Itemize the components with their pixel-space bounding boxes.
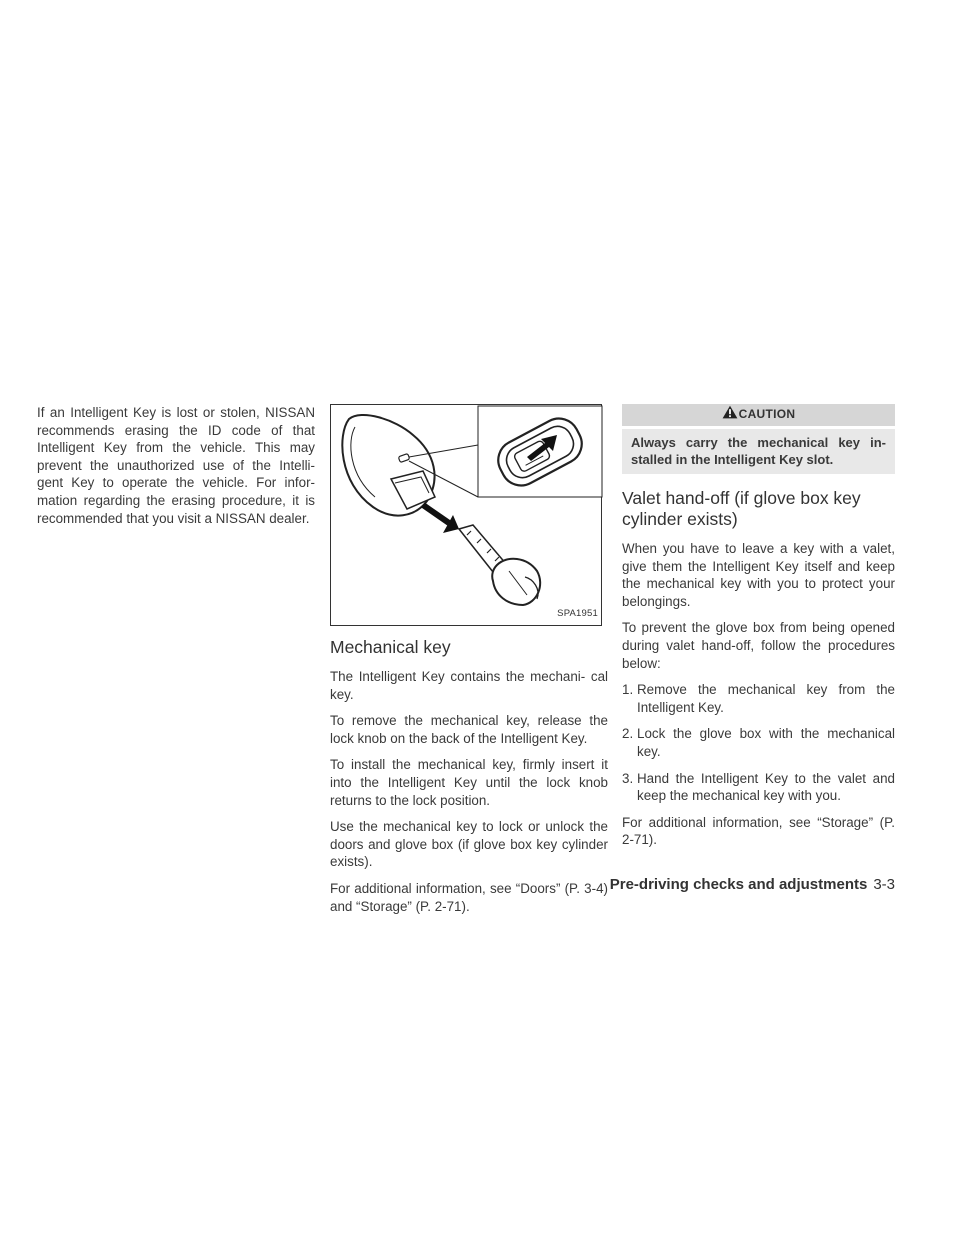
- section-title: Pre-driving checks and adjustments: [609, 876, 868, 893]
- mechanical-key-paragraph: For additional information, see “Doors” (P. 3-4) and “Storage” (P. 2-71).: [330, 880, 608, 914]
- valet-closing: For additional information, see “Storage” (P. 2-71).: [622, 814, 895, 848]
- figure-code: SPA1951: [557, 608, 598, 620]
- valet-heading: Valet hand-off (if glove box key cylinder exists): [622, 488, 861, 529]
- mechanical-key-paragraph: To remove the mechanical key, release the lock knob on the back of the Intelligent Key.: [330, 713, 608, 746]
- procedure-step: [622, 770, 895, 805]
- intro-paragraph: If an Intelligent Key is lost or stolen, NISSAN recommends erasing the ID code of that Intelligent Key from the vehicle. This may prevent the unauthorized use of the Intelli- gent Key to operate the vehicle. For infor- mation regarding the erasing procedure, it is recommended that you visit a NISSAN dealer.: [37, 405, 315, 526]
- caution-text: Always carry the mechanical key in- stalled in the Intelligent Key slot.: [622, 429, 895, 474]
- step-text: Remove the mechanical key from the Intelligent Key.: [637, 682, 895, 715]
- intelligent-key-drawing: [331, 405, 603, 627]
- step-text: Lock the glove box with the mechanical key.: [637, 726, 895, 759]
- mechanical-key-heading: Mechanical key: [330, 637, 451, 657]
- page-number: 3-3: [873, 876, 895, 893]
- mechanical-key-paragraph: The Intelligent Key contains the mechani- cal key.: [330, 669, 608, 702]
- caution-label: CAUTION: [738, 407, 796, 422]
- valet-paragraph: To prevent the glove box from being opened during valet hand-off, follow the procedures below:: [622, 620, 895, 671]
- left-column: [37, 404, 315, 527]
- caution-header: [622, 404, 895, 426]
- page-footer: [560, 876, 895, 894]
- valet-paragraph: When you have to leave a key with a valet, give them the Intelligent Key itself and keep the mechanical key with you to protect your belongings.: [622, 541, 895, 609]
- middle-column: [330, 404, 608, 924]
- procedure-step: [622, 725, 895, 760]
- procedure-step: [622, 681, 895, 716]
- right-column: [622, 404, 895, 858]
- warning-icon: [722, 405, 738, 425]
- step-number: 3.: [622, 770, 634, 786]
- mechanical-key-paragraph: Use the mechanical key to lock or unlock the doors and glove box (if glove box key cylinder exists).: [330, 819, 608, 870]
- mechanical-key-paragraph: To install the mechanical key, firmly insert it into the Intelligent Key until the lock knob returns to the lock position.: [330, 757, 608, 808]
- step-text: Hand the Intelligent Key to the valet and keep the mechanical key with you.: [637, 770, 895, 804]
- step-number: 2.: [622, 726, 634, 742]
- step-number: 1.: [622, 682, 634, 698]
- mechanical-key-illustration: [330, 404, 602, 626]
